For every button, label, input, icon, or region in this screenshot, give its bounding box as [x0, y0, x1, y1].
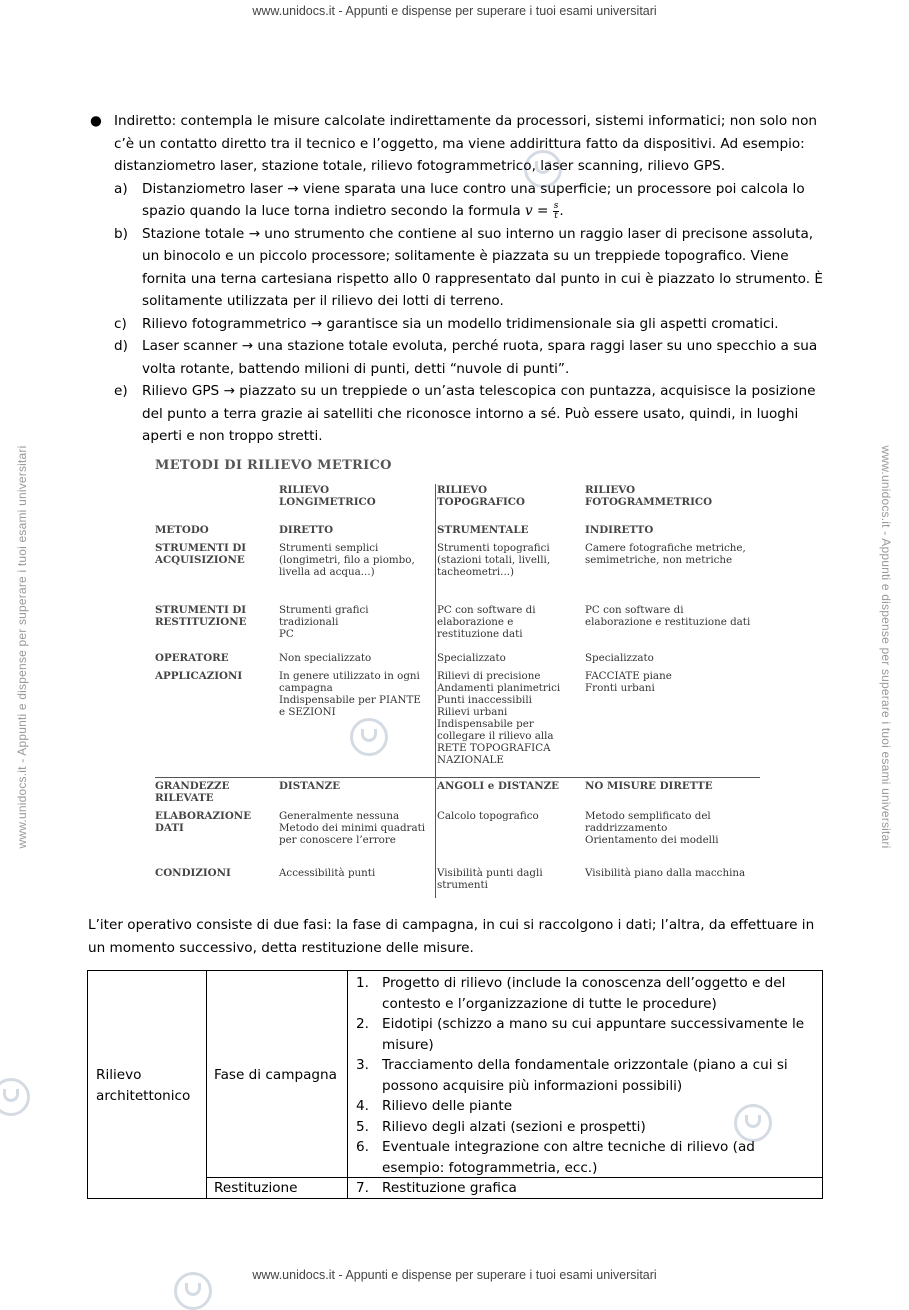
step-item	[356, 1014, 816, 1055]
column-header: RILIEVO FOTOGRAMMETRICO	[585, 484, 713, 508]
table-divider	[347, 971, 348, 1198]
table-cell: Visibilità piano dalla macchina	[585, 867, 746, 879]
step-text: Tracciamento della fondamentale orizzontale (piano a cui si possono acquisire più informazioni possibili)	[382, 1057, 788, 1094]
formula-fraction: $\frac{s}{t}$	[553, 200, 559, 221]
table-cell: Metodo semplificato del raddrizzamento Orientamento dei modelli	[585, 810, 719, 846]
step-number: 5.	[356, 1118, 369, 1135]
column-header: RILIEVO TOPOGRAFICO	[437, 484, 525, 508]
table-cell: ANGOLI e DISTANZE	[437, 780, 559, 792]
table-cell: DIRETTO	[279, 524, 334, 536]
side-watermark-right: www.unidocs.it - Appunti e dispense per superare i tuoi esami universitari	[879, 445, 893, 849]
table-cell: Visibilità punti dagli strumenti	[437, 867, 543, 891]
step-number: 6.	[356, 1139, 369, 1155]
list-text: Distanziometro laser → viene sparata una luce contro una superficie; un processore poi calcola lo spazio quando la luce torna indietro secondo la formula	[142, 180, 805, 219]
table-cell-phase-campaign: Fase di campagna	[214, 1067, 337, 1083]
table-cell: DISTANZE	[279, 780, 341, 792]
table-cell: Specializzato	[585, 652, 654, 664]
logo-watermark-icon	[350, 718, 388, 756]
table-cell: Camere fotografiche metriche, semimetriche, non metriche	[585, 542, 746, 566]
step-text: Eidotipi (schizzo a mano su cui appuntare successivamente le misure)	[382, 1016, 805, 1053]
list-letter: b)	[114, 225, 128, 242]
step-text: Rilievo delle piante	[382, 1098, 513, 1114]
side-watermark-left: www.unidocs.it - Appunti e dispense per superare i tuoi esami universitari	[15, 445, 29, 849]
table-cell: Strumenti semplici (longimetri, filo a piombo, livella ad acqua...)	[279, 542, 415, 578]
restitution-steps	[356, 1178, 816, 1199]
step-text: Restituzione grafica	[382, 1180, 517, 1196]
step-number: 4.	[356, 1098, 369, 1114]
logo-watermark-icon	[0, 1078, 30, 1116]
row-label: ELABORAZIONE DATI	[155, 810, 252, 834]
example-list	[88, 178, 828, 448]
row-label: STRUMENTI DI ACQUISIZIONE	[155, 542, 247, 566]
list-item	[88, 380, 828, 448]
table-rule	[435, 484, 436, 898]
list-letter: e)	[114, 383, 128, 399]
step-number: 7.	[356, 1180, 369, 1196]
row-label: METODO	[155, 524, 209, 536]
methods-table-title: METODI DI RILIEVO METRICO	[155, 458, 392, 473]
bullet-item	[88, 110, 828, 178]
table-cell: PC con software di elaborazione e restituzione dati	[585, 604, 751, 628]
step-item	[356, 1096, 816, 1117]
table-cell: NO MISURE DIRETTE	[585, 780, 713, 792]
list-item	[88, 335, 828, 380]
table-cell: Strumenti topografici (stazioni totali, livelli, tacheometri...)	[437, 542, 551, 578]
logo-watermark-icon	[174, 1272, 212, 1310]
table-cell: Specializzato	[437, 652, 506, 664]
step-text: Rilievo degli alzati (sezioni e prospetti)	[382, 1118, 646, 1135]
step-item	[356, 1178, 816, 1199]
step-number: 3.	[356, 1057, 369, 1073]
row-label: OPERATORE	[155, 652, 229, 664]
step-item	[356, 973, 816, 1014]
table-cell: Accessibilità punti	[279, 867, 376, 879]
step-item	[356, 1117, 816, 1138]
table-rule	[155, 777, 760, 778]
list-letter: d)	[114, 338, 128, 354]
table-cell: Rilievi di precisione Andamenti planimetrici Punti inaccessibili Rilievi urbani Indispensabile per collegare il rilievo alla RETE TOPOGRAFICA NAZIONALE	[437, 670, 561, 766]
list-letter: a)	[114, 180, 128, 197]
table-divider	[206, 971, 207, 1198]
row-label: APPLICAZIONI	[155, 670, 243, 682]
table-cell-rilievo: Rilievo architettonico	[96, 1067, 191, 1104]
list-item	[88, 223, 828, 313]
step-item	[356, 1137, 816, 1178]
list-item: a) Distanziometro laser → viene sparata una luce contro una superficie; un processore poi calcola lo spazio quando la luce torna indietro secondo la formula v = $\frac{s}{t}$ .	[88, 178, 828, 223]
formula: v =	[525, 203, 549, 219]
table-cell: FACCIATE piane Fronti urbani	[585, 670, 672, 694]
list-text: Laser scanner → una stazione totale evoluta, perché ruota, spara raggi laser su uno specchio a sua volta rotante, battendo milioni di punti, detti “nuvole di punti”.	[142, 338, 818, 377]
row-label: STRUMENTI DI RESTITUZIONE	[155, 604, 247, 628]
table-cell-phase-restitution: Restituzione	[214, 1180, 298, 1196]
row-label: GRANDEZZE RILEVATE	[155, 780, 230, 804]
operative-paragraph: L’iter operativo consiste di due fasi: la fase di campagna, in cui si raccolgono i dati; l’altra, da effettuare in un momento successivo, detta restituzione delle misure.	[88, 917, 815, 956]
bullet-text: Indiretto: contempla le misure calcolate indirettamente da processori, sistemi informatici; non solo non c’è un contatto diretto tra il tecnico e l’oggetto, ma viene addirittura fatto da dispositivi. Ad esempio: distanziometro laser, stazione totale, rilievo fotogrammetrico, laser scanning, rilievo GPS.	[114, 113, 818, 174]
table-cell: Non specializzato	[279, 652, 372, 664]
step-number: 2.	[356, 1016, 369, 1032]
list-letter: c)	[114, 315, 127, 332]
step-text: Eventuale integrazione con altre tecniche di rilievo (ad esempio: fotogrammetria, ecc.)	[382, 1139, 755, 1176]
table-cell: In genere utilizzato in ogni campagna Indispensabile per PIANTE e SEZIONI	[279, 670, 421, 718]
campaign-steps	[356, 973, 816, 1178]
table-cell: Calcolo topografico	[437, 810, 539, 822]
bullet-icon: ●	[90, 113, 102, 129]
step-item	[356, 1055, 816, 1096]
phases-table	[87, 970, 823, 1199]
table-cell: PC con software di elaborazione e restituzione dati	[437, 604, 536, 640]
list-text: Rilievo fotogrammetrico → garantisce sia un modello tridimensionale sia gli aspetti cromatici.	[142, 315, 779, 332]
row-label: CONDIZIONI	[155, 867, 231, 879]
step-number: 1.	[356, 975, 369, 991]
column-header: RILIEVO LONGIMETRICO	[279, 484, 376, 508]
table-cell: INDIRETTO	[585, 524, 654, 536]
list-text: Stazione totale → uno strumento che contiene al suo interno un raggio laser di precisone assoluta, un binocolo e un piccolo processore; solitamente è piazzata su un treppiede topografico. Viene fornita una terna cartesiana rispetto allo 0 rappresentato dal punto in cui è piazzato lo strumento. È solitamente utilizzata per il rilievo dei lotti di terreno.	[142, 225, 823, 309]
table-cell: Generalmente nessuna Metodo dei minimi quadrati per conoscere l’errore	[279, 810, 426, 846]
list-item	[88, 313, 828, 336]
table-cell: Strumenti grafici tradizionali PC	[279, 604, 369, 640]
table-cell: STRUMENTALE	[437, 524, 529, 536]
restitution-steps-list	[356, 1178, 816, 1199]
page-header: www.unidocs.it - Appunti e dispense per superare i tuoi esami universitari	[252, 4, 657, 18]
indirect-methods-section	[88, 110, 828, 448]
page-footer: www.unidocs.it - Appunti e dispense per superare i tuoi esami universitari	[252, 1268, 657, 1282]
list-text: Rilievo GPS → piazzato su un treppiede o un’asta telescopica con puntazza, acquisisce la posizione del punto a terra grazie ai satelliti che riconosce intorno a sé. Può essere usato, quindi, in luoghi aperti e non troppo stretti.	[142, 383, 816, 444]
campaign-steps-list	[356, 973, 816, 1178]
step-text: Progetto di rilievo (include la conoscenza dell’oggetto e del contesto e l’organizzazione di tutte le procedure)	[382, 975, 786, 1012]
